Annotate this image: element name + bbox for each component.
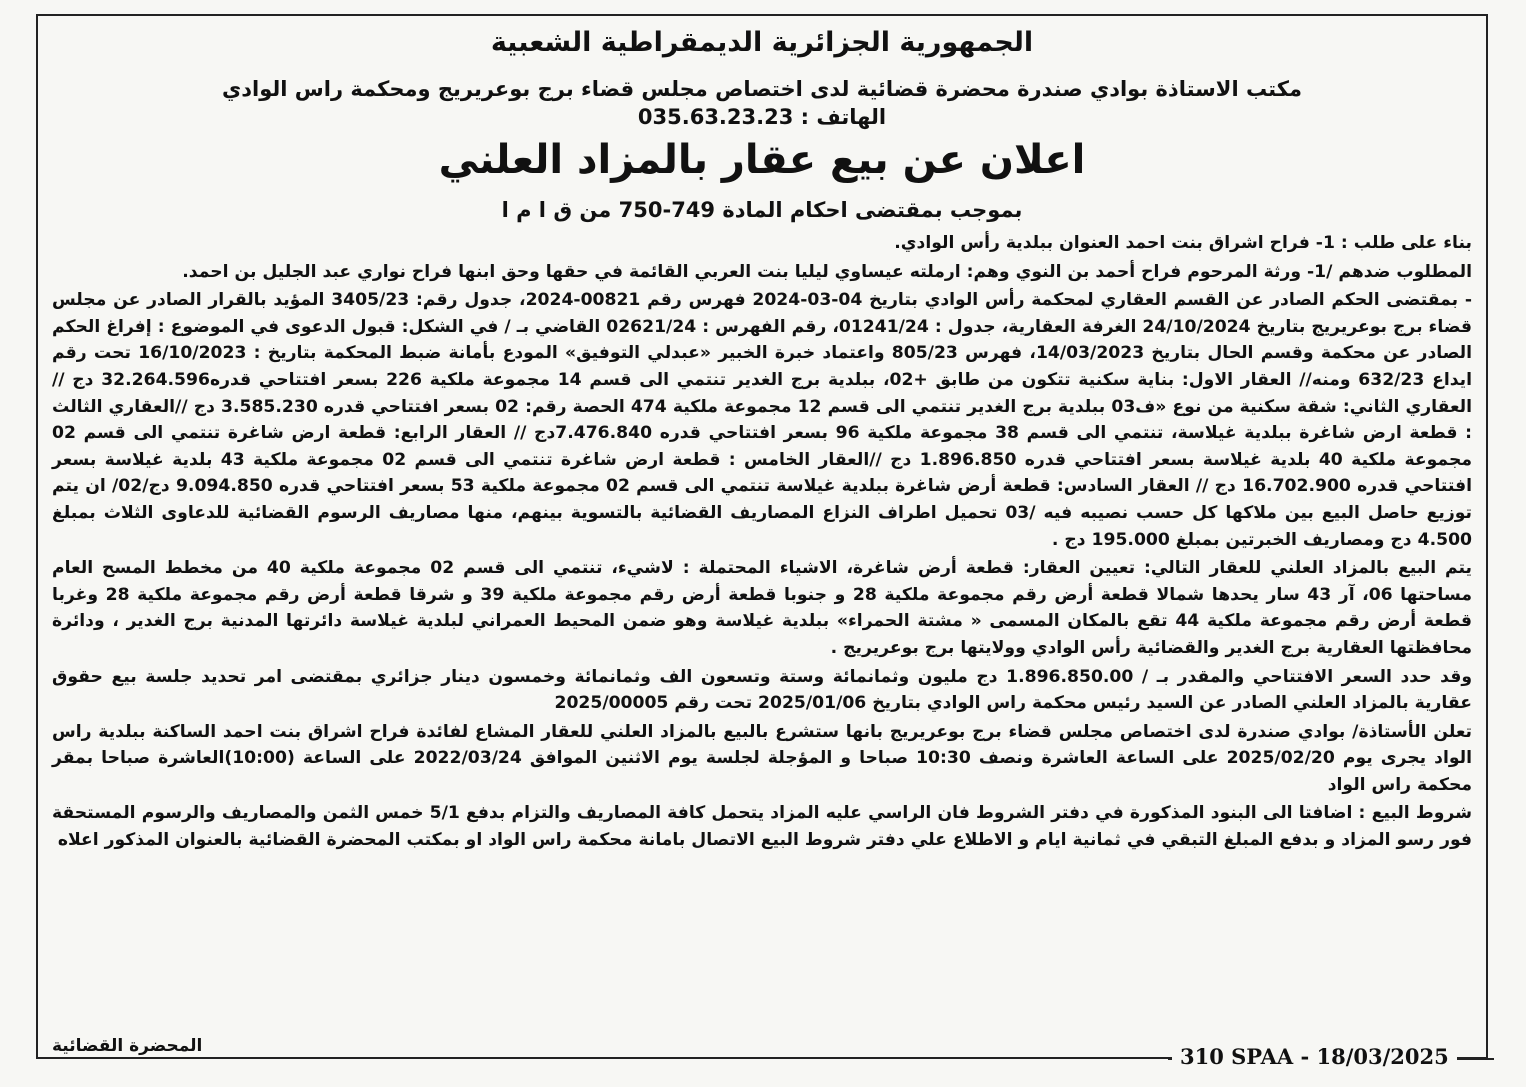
judgment-paragraph: - بمقتضى الحكم الصادر عن القسم العقاري لمحكمة رأس الوادي بتاريخ 04-03-2024 فهرس رقم 00821-2024، جدول رقم: 3405/23 المؤيد بالقرار الصادر عن مجلس قضاء برج بوعريريج بتاريخ 24/10/2024 الغرفة العقارية، جدول : 01241/24، رقم الفهرس : 02621/24 القاضي بـ / في الشكل: قبول الدعوى في الموضوع : إفراغ الحكم الصادر عن محكمة وقسم الحال بتاريخ 14/03/2023، فهرس 805/23 واعتماد خبرة الخبير «عبدلي التوفيق» المودع بأمانة ضبط المحكمة بتاريخ : 16/10/2023 تحت رقم ايداع 632/23 ومنه// العقار الاول: بناية سكنية تتكون من طابق +02، ببلدية برج الغدير تنتمي الى قسم 14 مجموعة ملكية 226 بسعر افتتاحي قدره32.264.596 دج //العقاري الثاني: شقة سكنية من نوع «ف03 ببلدية برج الغدير تنتمي الى قسم 12 مجموعة ملكية 474 الحصة رقم: 02 بسعر افتتاحي قدره 3.585.230 دج //العقاري الثالث : قطعة ارض شاغرة ببلدية غيلاسة، تنتمي الى قسم 38 مجموعة ملكية 96 بسعر افتتاحي قدره 7.476.840دج // العقار الرابع: قطعة ارض شاغرة تنتمي الى قسم 02 مجموعة ملكية 40 بلدية غيلاسة بسعر افتتاحي قدره 1.896.850 دج //العقار الخامس : قطعة ارض شاغرة تنتمي الى قسم 02 مجموعة ملكية 43 بلدية غيلاسة بسعر افتتاحي قدره 16.702.900 دج // العقار السادس: قطعة أرض شاغرة ببلدية غيلاسة تنتمي الى قسم 02 مجموعة ملكية 53 بسعر افتتاحي قدره 9.094.850 دج/02/ ان يتم توزيع حاصل البيع بين ملاكها كل حسب نصيبه فيه /03 تحميل اطراف النزاع المصاريف القضائية بالتسوية بينهم، منها مصاريف الرسوم القضائية للدعاوى الثلاث بمبلغ 4.500 دج ومصاريف الخبرتين بمبلغ 195.000 دج . <box>52 290 1473 550</box>
sale-conditions-paragraph: شروط البيع : اضافتا الى البنود المذكورة في دفتر الشروط فان الراسي عليه المزاد يتحمل كافة المصاريف والتزام بدفع 5/1 خمس الثمن والمصاريف والرسوم المستحقة فور رسو المزاد و بدفع المبلغ التبقي في ثمانية ايام و الاطلاع علي دفتر شروط البيع الاتصال بامانة محكمة راس الواد او بمكتب المحضرة القضائية بالعنوان المذكور اعلاه <box>52 803 1472 851</box>
announcement-frame <box>36 14 1488 1059</box>
auction-date-paragraph: تعلن الأستاذة/ بوادي صندرة لدى اختصاص مجلس قضاء برج بوعريريج بانها ستشرع بالبيع بالمزاد العلني للعقار المشاع لفائدة فراح اشراق بنت احمد الساكنة ببلدية راس الواد يجرى يوم 2025/02/20 على الساعة العاشرة ونصف 10:30 صباحا و المؤجلة لجلسة يوم الاثنين الموافق 2022/03/24 على الساعة (10:00)العاشرة صباحا بمقر محكمة راس الواد <box>52 721 1472 795</box>
phone-number: الهاتف : 035.63.23.23 <box>637 105 887 129</box>
respondents-paragraph: المطلوب ضدهم /1- ورثة المرحوم فراح أحمد بن النوي وهم: ارملته عيساوي ليليا بنت العربي القائمة في حقها وحق ابنها فراح نواري عبد الجليل بن احمد. <box>182 261 1472 282</box>
opening-price-paragraph: وقد حدد السعر الافتتاحي والمقدر بـ / 1.896.850.00 دج مليون وثمانمائة وستة وتسعون الف وثمانمائة وخمسون دينار جزائري بمقتضى امر تحديد جلسة بيع حقوق عقارية بالمزاد العلني الصادر عن السيد رئيس محكمة راس الوادي بتاريخ 2025/01/06 تحت رقم 2025/00005 <box>52 666 1473 714</box>
announcement-title: اعلان عن بيع عقار بالمزاد العلني <box>438 137 1086 183</box>
publication-code: 310 SPAA - 18/03/2025 <box>1172 1044 1457 1069</box>
republic-heading: الجمهورية الجزائرية الديمقراطية الشعبية <box>490 27 1034 58</box>
announcement-body <box>52 230 1472 854</box>
requester-paragraph: بناء على طلب : 1- فراح اشراق بنت احمد العنوان ببلدية رأس الوادي. <box>894 233 1472 253</box>
office-heading: مكتب الاستاذة بوادي صندرة محضرة قضائية لدى اختصاص مجلس قضاء برج بوعريريج ومحكمة راس الوادي <box>222 77 1302 101</box>
property-description-paragraph: يتم البيع بالمزاد العلني للعقار التالي: تعيين العقار: قطعة أرض شاغرة، الاشياء المحتملة : لاشيء، تنتمي الى قسم 02 مجموعة ملكية 40 من مخطط المسح العام مساحتها 06، آر 43 سار يحدها شمالا قطعة أرض رقم مجموعة ملكية 28 و جنوبا قطعة أرض رقم مجموعة ملكية 39 و شرقا قطعة أرض رقم مجموعة ملكية 28 وغربا قطعة أرض رقم مجموعة ملكية 44 تقع بالمكان المسمى « مشتة الحمراء» ببلدية غيلاسة وهو ضمن المحيط العمراني لبلدية غيلاسة دائرتها المدنية برج الغدير ، ودائرة محافظتها العقارية برج الغدير والقضائية رأس الوادي وولايتها برج بوعريريج . <box>52 558 1472 658</box>
bailiff-signature: المحضرة القضائية <box>52 1036 203 1056</box>
announcement-content <box>38 16 1486 1057</box>
legal-basis-subtitle: بموجب بمقتضى احكام المادة 749-750 من ق ا م ا <box>501 198 1023 222</box>
